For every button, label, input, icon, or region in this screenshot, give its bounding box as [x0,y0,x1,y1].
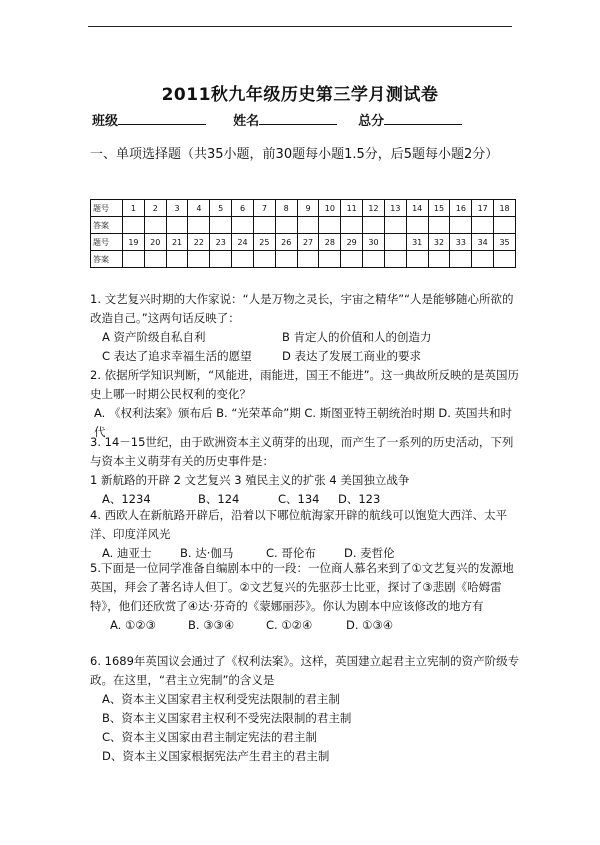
question-number-cell: 2 [144,200,166,217]
option-b: B 肯定人的价值和人的创造力 [282,330,432,344]
answer-table [90,199,516,268]
question-number-cell: 14 [406,200,428,217]
answer-cell[interactable] [494,217,516,234]
answer-cell[interactable] [188,217,210,234]
question-stem: 1. 文艺复兴时期的大作家说：“人是万物之灵长，宇宙之精华”“人是能够随心所欲的改造自己。”这两句话反映了： [90,292,514,325]
option-a: A 资产阶级自私自利 [102,330,206,344]
answer-cell[interactable] [210,251,232,268]
option-c: C、134 [278,492,320,506]
question-number-cell: 24 [232,234,254,251]
answer-row [91,251,516,268]
row-label-number: 题号 [91,200,123,217]
question-number-cell: 16 [450,200,472,217]
answer-cell[interactable] [166,251,188,268]
option-c: C. 哥伦布 [266,546,316,560]
option-a: A、1234 [102,492,151,506]
question-number-cell: 26 [275,234,297,251]
answer-row [91,217,516,234]
top-rule [88,26,512,27]
option-c: C 表达了追求幸福生活的愿望 [102,349,252,363]
question-number-cell: 32 [428,234,450,251]
event-list: 1 新航路的开辟 2 文艺复兴 3 殖民主义的扩张 4 美国独立战争 [90,473,410,487]
answer-cell[interactable] [363,251,385,268]
answer-cell[interactable] [450,217,472,234]
question-number-cell: 9 [297,200,319,217]
question-6 [90,652,522,766]
question-stem: 3. 14－15世纪，由于欧洲资本主义萌芽的出现，而产生了一系列的历史活动，下列与资本主义萌芽有关的历史事件是： [90,435,514,468]
option-b: B、资本主义国家君主权利不受宪法限制的君主制 [102,711,352,725]
question-number-cell: 1 [123,200,145,217]
answer-cell[interactable] [123,217,145,234]
option-c: C、资本主义国家由君主制定宪法的君主制 [102,730,318,744]
option-a: A. 迪亚士 [102,546,152,560]
answer-cell[interactable] [450,251,472,268]
answer-cell[interactable] [406,217,428,234]
answer-cell[interactable] [144,217,166,234]
question-number-cell: 30 [363,234,385,251]
answer-cell[interactable] [428,251,450,268]
question-number-cell: 25 [253,234,275,251]
answer-cell[interactable] [253,251,275,268]
question-number-cell: 5 [210,200,232,217]
question-number-cell: 8 [275,200,297,217]
row-label-number: 题号 [91,234,123,251]
question-number-cell: 15 [428,200,450,217]
option-d: D. ①③④ [346,618,394,632]
question-4 [90,506,522,563]
answer-cell[interactable] [210,217,232,234]
option-d: D、123 [338,492,381,506]
question-number-cell: 10 [319,200,341,217]
answer-cell[interactable] [275,217,297,234]
question-number-cell: 12 [363,200,385,217]
question-number-cell: 22 [188,234,210,251]
score-blank [384,111,462,125]
answer-cell[interactable] [341,251,363,268]
question-number-cell: 31 [406,234,428,251]
question-5 [90,559,522,635]
question-stem: 4. 西欧人在新航路开辟后，沿着以下哪位航海家开辟的航线可以饱览大西洋、太平洋、印度洋风光 [90,508,508,541]
section-heading: 一、单项选择题（共35小题，前30题每小题1.5分，后5题每小题2分） [90,147,499,162]
question-number-cell: 20 [144,234,166,251]
answer-cell[interactable] [319,217,341,234]
question-number-row [91,234,516,251]
question-number-cell: 11 [341,200,363,217]
name-label: 姓名 [233,114,260,129]
question-number-row [91,200,516,217]
question-stem: 6. 1689年英国议会通过了《权利法案》。这样，英国建立起君主立宪制的资产阶级专政。在这里，“君主立宪制”的含义是 [90,654,520,687]
name-blank [259,111,337,125]
question-number-cell: 35 [494,234,516,251]
page-title: 2011秋九年级历史第三学月测试卷 [161,85,439,105]
answer-cell[interactable] [472,251,494,268]
question-number-cell: 28 [319,234,341,251]
answer-cell[interactable] [123,251,145,268]
question-number-cell: 33 [450,234,472,251]
answer-cell[interactable] [188,251,210,268]
question-1 [90,290,522,366]
option-b: B. 达·伽马 [180,546,234,560]
answer-cell[interactable] [253,217,275,234]
answer-cell[interactable] [406,251,428,268]
answer-cell[interactable] [232,251,254,268]
option-a: A、资本主义国家君主权利受宪法限制的君主制 [102,692,340,706]
answer-cell[interactable] [275,251,297,268]
question-number-cell: 3 [166,200,188,217]
answer-cell[interactable] [166,217,188,234]
answer-cell[interactable] [341,217,363,234]
row-label-answer: 答案 [91,251,123,268]
question-2 [90,366,522,442]
answer-cell[interactable] [319,251,341,268]
question-number-cell: 13 [384,200,406,217]
question-number-cell: 23 [210,234,232,251]
class-label: 班级 [92,114,119,129]
option-d: D 表达了发展工商业的要求 [282,349,422,363]
option-d: D、资本主义国家根据宪法产生君主的君主制 [102,749,330,763]
answer-cell[interactable] [297,217,319,234]
score-label: 总分 [358,114,385,129]
answer-cell[interactable] [363,217,385,234]
question-number-cell: 27 [297,234,319,251]
question-stem: 2. 依据所学知识判断，“风能进，雨能进，国王不能进”。这一典故所反映的是英国历史上哪一时期公民权利的变化？ [90,368,520,401]
answer-cell[interactable] [144,251,166,268]
answer-cell[interactable] [384,217,406,234]
answer-cell[interactable] [494,251,516,268]
answer-cell[interactable] [428,217,450,234]
answer-cell[interactable] [384,251,406,268]
option-b: B、124 [198,492,240,506]
question-number-cell: 21 [166,234,188,251]
question-number-cell [384,234,406,251]
question-number-cell: 17 [472,200,494,217]
question-number-cell: 18 [494,200,516,217]
option-b: B. ③③④ [188,618,235,632]
student-info-line [92,110,462,129]
question-number-cell: 7 [253,200,275,217]
question-number-cell: 19 [123,234,145,251]
question-number-cell: 34 [472,234,494,251]
option-d: D. 麦哲伦 [344,546,395,560]
question-3 [90,433,522,509]
question-stem: 5.下面是一位同学准备自编剧本中的一段：一位商人慕名来到了①文艺复兴的发源地英国，拜会了著名诗人但丁。②文艺复兴的先驱莎士比亚，探讨了③悲剧《哈姆雷特》，他们还欣赏了④达·芬奇的《蒙娜丽莎》。你认为剧本中应该修改的地方有 [90,561,514,613]
class-blank [118,111,206,125]
option-a: A. ①②③ [110,618,156,632]
answer-cell[interactable] [232,217,254,234]
option-c: C. ①②④ [266,618,313,632]
question-number-cell: 6 [232,200,254,217]
question-number-cell: 29 [341,234,363,251]
answer-cell[interactable] [472,217,494,234]
question-number-cell: 4 [188,200,210,217]
options-line: A. 《权利法案》颁布后 B. “光荣革命”期 C. 斯图亚特王朝统治时期 D. 英国共和时代 [94,406,513,439]
answer-cell[interactable] [297,251,319,268]
row-label-answer: 答案 [91,217,123,234]
